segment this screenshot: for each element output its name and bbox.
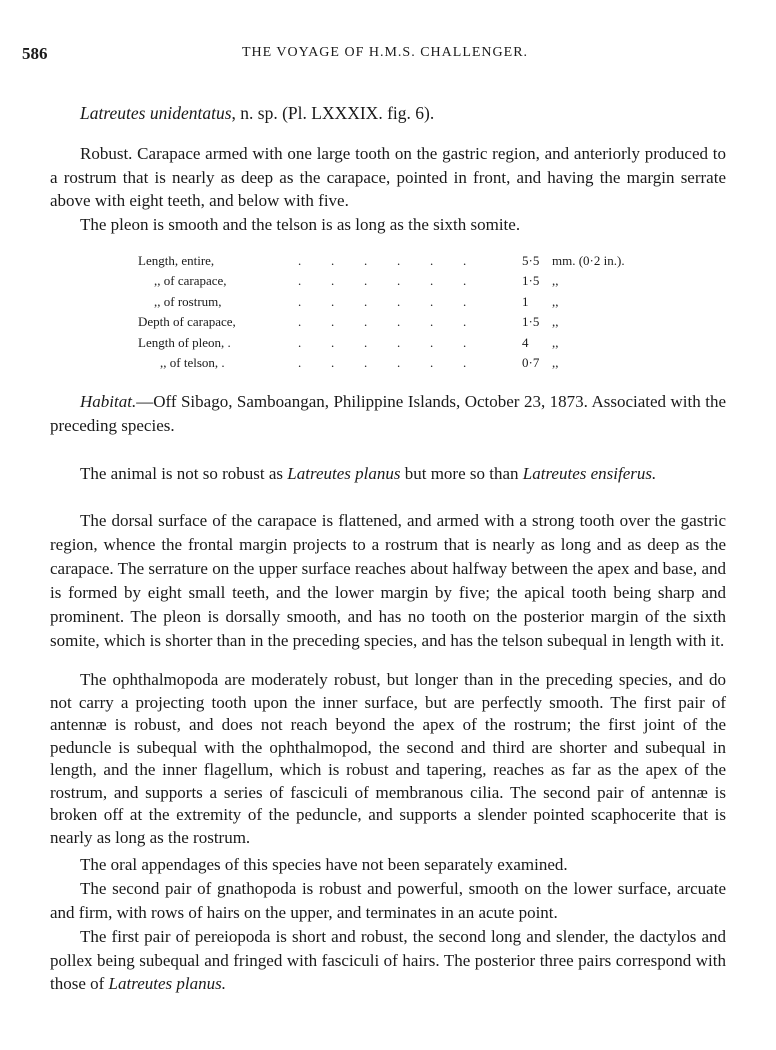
body-paragraph-carapace: The dorsal surface of the carapace is flattened, and armed with a strong tooth over the gastric region, whence the frontal margin projects to a rostrum that is nearly as long and as deep as the carapace. The serrature on the upper surface reaches about halfway between the apex and base, and is formed by eight small teeth, and the lower margin by five; the apical tooth being sharp and prominent. The pleon is dorsally smooth, and has no tooth on the posterior margin of the sixth somite, which is shorter than in the preceding species, and has the telson subequal in length with it.	[50, 511, 726, 650]
leader-dots: . . . . . .	[298, 253, 467, 268]
measurement-value: 1	[522, 293, 529, 309]
species-heading	[80, 103, 434, 124]
measurement-unit: ,,	[552, 293, 559, 309]
text-run: but more so than	[400, 464, 523, 483]
measurement-label: ,, of carapace,	[154, 273, 227, 289]
body-paragraph-gnathopoda: The second pair of gnathopoda is robust and powerful, smooth on the lower surface, arcuate and firm, with rows of hairs on the upper, and terminates in an acute point.	[50, 879, 726, 922]
measurement-value: 1·5	[522, 273, 540, 289]
diagnosis-paragraph: Robust. Carapace armed with one large tooth on the gastric region, and anteriorly produced to a rostrum that is nearly as deep as the carapace, pointed in front, and having the margin serrate above with eight teeth, and below with five.	[50, 144, 726, 210]
page-header	[22, 44, 748, 68]
body-paragraph-pereiopoda	[50, 925, 726, 996]
measurement-label: ,, of rostrum,	[154, 293, 222, 309]
measurement-unit: mm. (0·2 in.).	[552, 253, 625, 268]
leader-dots: . . . . . .	[298, 354, 467, 370]
body-paragraph-oral: The oral appendages of this species have not been separately examined.	[80, 855, 568, 874]
species-ref: Latreutes planus	[287, 464, 401, 483]
measurement-value: 4	[522, 334, 529, 350]
measurement-row	[138, 335, 658, 355]
measurement-unit: ,,	[552, 354, 559, 370]
measurement-row	[138, 253, 658, 273]
measurement-value: 0·7	[522, 354, 540, 370]
page-number: 586	[22, 44, 48, 63]
measurement-unit: ,,	[552, 314, 559, 330]
leader-dots: . . . . . .	[298, 293, 467, 309]
species-name: Latreutes unidentatus	[80, 103, 232, 123]
body-paragraph-ophthalmopoda: The ophthalmopoda are moderately robust, but longer than in the preceding species, and do not carry a projecting tooth upon the inner surface, but are perfectly smooth. The first pair of antennæ is robust, and does not reach beyond the apex of the rostrum; the first joint of the peduncle is subequal with the ophthalmopod, the second and third are shorter and subequal in length, and the inner flagellum, which is robust and tapering, reaches as far as the apex of the rostrum, and supports a series of fasciculi of membranous cilia. The second pair of antennæ is broken off at the extremity of the peduncle, and supports a slender pointed scaphocerite that is nearly as long as the rostrum.	[50, 670, 726, 847]
measurement-row	[138, 314, 658, 334]
species-plate-ref: , n. sp. (Pl. LXXXIX. fig. 6).	[231, 103, 435, 123]
species-ref: Latreutes ensiferus.	[522, 464, 657, 483]
text-run: The animal is not so robust as	[80, 464, 288, 483]
measurement-label: Length, entire,	[138, 253, 215, 268]
measurement-unit: ,,	[552, 334, 559, 350]
diagnosis-pleon-paragraph: The pleon is smooth and the telson is as long as the sixth somite.	[80, 215, 521, 234]
habitat-label: Habitat.	[80, 392, 137, 411]
measurement-value: 1·5	[522, 314, 540, 330]
leader-dots: . . . . . .	[298, 273, 467, 289]
habitat-paragraph	[50, 390, 726, 437]
measurement-label: Length of pleon, .	[138, 334, 231, 350]
running-head: THE VOYAGE OF H.M.S. CHALLENGER.	[241, 45, 529, 60]
measurement-row	[138, 355, 658, 375]
measurement-row	[138, 294, 658, 314]
measurement-unit: ,,	[552, 273, 559, 289]
measurement-label: Depth of carapace,	[138, 314, 236, 330]
leader-dots: . . . . . .	[298, 314, 467, 330]
measurement-row	[138, 273, 658, 293]
measurements-table	[138, 253, 658, 375]
measurement-value: 5·5	[522, 253, 540, 268]
measurement-label: ,, of telson, .	[160, 354, 225, 370]
leader-dots: . . . . . .	[298, 334, 467, 350]
species-ref: Latreutes planus.	[108, 974, 226, 993]
habitat-text: —Off Sibago, Samboangan, Philippine Islands, October 23, 1873. Associated with the preceding species.	[50, 392, 726, 435]
text-run: The first pair of pereiopoda is short and robust, the second long and slender, the dactylos and pollex being subequal and fringed with fasciculi of hairs. The posterior three pairs correspond with those of	[50, 927, 726, 993]
body-paragraph-comparison	[50, 462, 726, 486]
